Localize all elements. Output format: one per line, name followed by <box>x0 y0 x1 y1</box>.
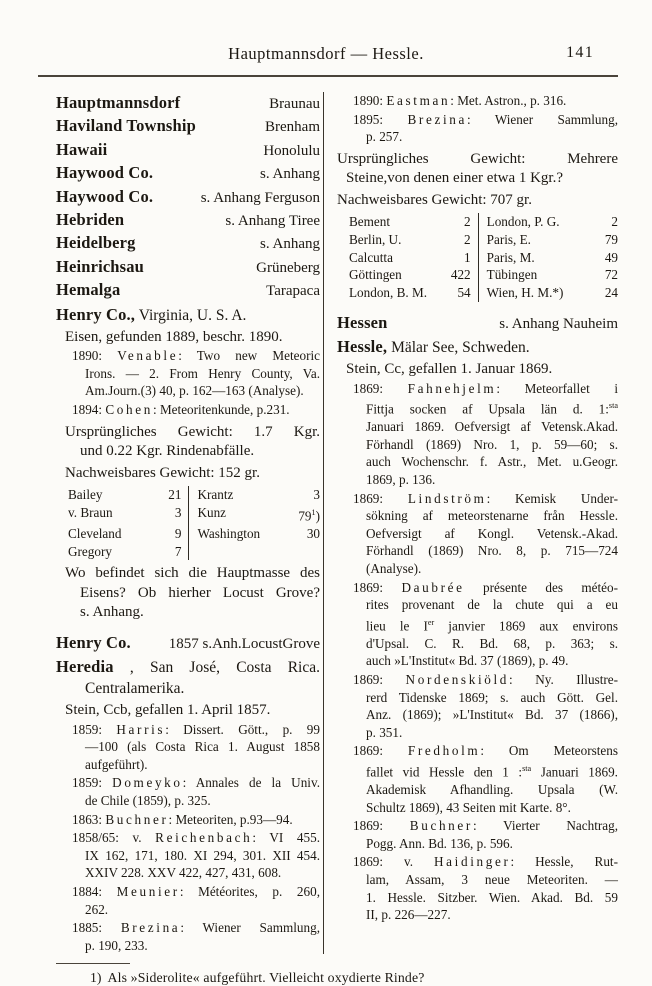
body-text <box>56 564 320 623</box>
table-left-half <box>349 266 479 284</box>
locality-name: Haywood Co. <box>56 186 154 206</box>
column-left <box>56 92 320 954</box>
reference-entry <box>337 92 618 110</box>
text-line: 1859: Harris: Dissert. Gött., p. 99 <box>72 721 320 737</box>
locality-place: Tarapaca <box>266 283 320 300</box>
text-line: 1. Hessle. Sitzber. Wien. Akad. Bd. 59 <box>366 889 618 905</box>
text-line: 1869: Nordenskiöld: Ny. Illustre- <box>353 671 618 687</box>
table-row <box>349 213 618 231</box>
text-line: lam, Assam, 3 neue Meteoriten. — <box>366 871 618 887</box>
table-right-half <box>479 266 618 284</box>
locality-pair <box>56 209 320 232</box>
locality-place: Honolulu <box>263 142 320 159</box>
body-text <box>337 150 618 189</box>
text-line: aufgeführt). <box>85 756 148 772</box>
table-right-half <box>479 284 618 302</box>
text-line: Akademisk Afhandling. Upsala (W. <box>366 781 618 797</box>
body-text <box>337 191 618 211</box>
reference-entry <box>56 721 320 774</box>
text-line: p. 190, 233. <box>85 937 148 953</box>
reference-entry <box>56 811 320 829</box>
text-line: auch »L'Institut« Bd. 37 (1869), p. 49. <box>366 653 569 669</box>
entry-headline <box>337 336 618 358</box>
locality-pair <box>56 115 320 138</box>
locality-place: 1857 s.Anh.LocustGrove <box>168 635 320 652</box>
text-line: 1890: Eastman: Met. Astron., p. 316. <box>353 93 567 108</box>
text-line: 1869: Daubrée présente des météo- <box>353 579 618 595</box>
text-line: 1884: Meunier: Météorites, p. 260, <box>72 883 320 899</box>
text-line: Stein, Cc, gefallen 1. Januar 1869. <box>346 361 553 378</box>
collection-name: Wien, H. M.*) <box>486 285 564 301</box>
weight-value: 30 <box>306 525 320 541</box>
text-line: rites provenant de la chute qui a eu <box>366 597 618 613</box>
text-line: 1894: Cohen: Meteoritenkunde, p.231. <box>72 401 290 417</box>
reference-entry <box>56 401 320 419</box>
table-row <box>68 504 320 525</box>
body-text <box>56 328 320 348</box>
text-line: Heredia , San José, Costa Rica. <box>56 657 320 677</box>
text-line: 1890: Venable: Two new Meteoric <box>72 348 320 364</box>
weight-value: 1 <box>464 249 471 265</box>
locality-place: Brenham <box>265 119 320 136</box>
locality-name: Hessen <box>337 312 388 332</box>
text-line: fallet vid Hessle den 1 :$^{sta}$ Januari 1869. <box>366 763 618 780</box>
collection-name: Bement <box>349 214 391 230</box>
table-right-half <box>189 504 320 525</box>
collection-name: London, B. M. <box>349 285 428 301</box>
locality-name: Hawaii <box>56 139 108 159</box>
locality-name: Hemalga <box>56 280 121 300</box>
text-line: Anz. (1869); »L'Institut« Bd. 37 (1866), <box>366 707 618 723</box>
text-line: Förhandl (1869) Nro. 1, p. 59—60; s. <box>366 436 618 452</box>
locality-pair <box>56 279 320 302</box>
text-line: (Analyse). <box>366 561 422 577</box>
collection-name: Cleveland <box>68 525 122 541</box>
reference-entry <box>337 817 618 852</box>
collection-name: Calcutta <box>349 249 393 265</box>
locality-name: Haviland Township <box>56 116 196 136</box>
locality-name: Hebriden <box>56 210 125 230</box>
weight-value: 3 <box>313 487 320 503</box>
footnote-text: Als »Siderolite« aufgeführt. Vielleicht oxydierte Rinde? <box>107 970 425 986</box>
text-line: Ursprüngliches Gewicht: 1.7 Kgr. <box>65 423 320 440</box>
text-line: 1858/65: v. Reichenbach: VI 455. <box>72 830 320 846</box>
body-text <box>56 423 320 462</box>
reference-entry <box>56 829 320 882</box>
collection-name: Berlin, U. <box>349 231 402 247</box>
text-line: Eisens? Ob hierher Locust Grove? <box>80 584 320 601</box>
locality-place: Braunau <box>269 96 320 112</box>
text-line: Am.Journ.(3) 40, p. 162—163 (Analyse). <box>85 383 304 399</box>
table-left-half <box>349 231 479 249</box>
reference-entry <box>337 380 618 489</box>
locality-name: Heinrichsau <box>56 256 144 276</box>
text-line: Stein, Ccb, gefallen 1. April 1857. <box>65 702 271 719</box>
two-column-layout <box>56 92 618 954</box>
locality-place: s. Anhang Nauheim <box>499 315 618 332</box>
text-line: Wo befindet sich die Hauptmasse des <box>65 565 320 582</box>
table-right-half <box>189 486 320 504</box>
text-line: —100 (als Costa Rica 1. August 1858 <box>85 739 320 755</box>
table-row <box>68 543 320 561</box>
weight-value: 72 <box>604 267 618 283</box>
text-line: Eisen, gefunden 1889, beschr. 1890. <box>65 328 283 345</box>
locality-pair <box>56 232 320 255</box>
text-line: XXIV 228. XXV 422, 427, 431, 608. <box>85 865 282 881</box>
text-line: 1869: Lindström: Kemisk Under- <box>353 490 618 506</box>
text-line: Januari 1869. Oefversigt af Vetensk.Akad. <box>366 419 618 435</box>
weight-value: 24 <box>604 285 618 301</box>
text-line: s. Anhang. <box>80 604 144 621</box>
header-rule <box>38 75 618 77</box>
locality-place: s. Anhang <box>260 166 320 183</box>
text-line: p. 257. <box>366 129 403 145</box>
entry-headline <box>56 656 320 699</box>
text-line: Ursprüngliches Gewicht: Mehrere <box>337 150 618 167</box>
locality-name: Haywood Co. <box>56 163 154 183</box>
text-line: 1895: Brezina: Wiener Sammlung, <box>353 111 618 127</box>
locality-pair <box>56 92 320 115</box>
weight-value: 49 <box>604 249 618 265</box>
collection-name: Washington <box>197 525 261 541</box>
text-line: II, p. 226—227. <box>366 907 451 923</box>
weight-value: 9 <box>174 525 182 541</box>
locality-pair <box>337 312 618 335</box>
reference-entry <box>337 111 618 146</box>
text-line: 1863: Buchner: Meteoriten, p.93—94. <box>72 811 293 827</box>
table-left-half <box>349 284 479 302</box>
text-line: 262. <box>85 901 109 917</box>
table-right-half <box>479 249 618 267</box>
weight-value: 7 <box>174 543 182 559</box>
locality-pair <box>56 632 320 655</box>
text-line: sökning af meteorstenarne från Hessle. <box>366 508 618 524</box>
table-row <box>68 525 320 543</box>
reference-entry <box>56 919 320 954</box>
entry-headline <box>56 304 320 326</box>
table-row <box>349 266 618 284</box>
page-header <box>0 0 652 68</box>
weight-value: $79^1$) <box>298 507 320 524</box>
collection-name: Kunz <box>197 504 227 520</box>
footnote-rule <box>56 963 130 964</box>
text-line: Schultz 1869), 43 Seiten mit Karte. 8°. <box>366 799 571 815</box>
weight-table <box>68 486 320 560</box>
table-row <box>349 231 618 249</box>
text-line: Nachweisbares Gewicht: 152 gr. <box>65 464 260 481</box>
text-line: Centralamerika. <box>85 680 185 698</box>
column-right <box>324 92 618 954</box>
text-line: 1869: Fahnehjelm: Meteorfallet i <box>353 380 618 396</box>
text-line: 1859: Domeyko: Annales de la Univ. <box>72 775 320 791</box>
table-right-half <box>479 213 618 231</box>
text-line: IX 162, 171, 180. XI 294, 301. XII 454. <box>85 847 320 863</box>
footnote-marker: 1) <box>90 970 102 986</box>
text-line: 1869: Fredholm: Om Meteorstens <box>353 743 618 759</box>
table-right-half <box>189 543 320 561</box>
weight-value: 2 <box>464 231 471 247</box>
text-line: Nachweisbares Gewicht: 707 gr. <box>337 191 532 208</box>
locality-pair <box>56 162 320 185</box>
text-line: und 0.22 Kgr. Rindenabfälle. <box>80 443 255 460</box>
collection-name: Göttingen <box>349 267 402 283</box>
weight-value: 422 <box>450 267 471 283</box>
text-line: Irons. — 2. From Henry County, Va. <box>85 365 320 381</box>
table-left-half <box>68 525 189 543</box>
reference-entry <box>56 774 320 809</box>
table-right-half <box>189 525 320 543</box>
table-right-half <box>479 231 618 249</box>
text-line: Henry Co., Virginia, U. S. A. <box>56 304 247 324</box>
locality-name: Hauptmannsdorf <box>56 93 181 112</box>
locality-name: Henry Co. <box>56 632 131 652</box>
text-line: de Chile (1859), p. 325. <box>85 793 211 809</box>
text-line: auch Wochenschr. f. Astr., Met. u.Geogr. <box>366 454 618 470</box>
running-head-title: Hauptmannsdorf — Hessle. <box>228 44 424 63</box>
text-line: rerd Tidenske 1869; s. auch Gött. Gel. <box>366 689 618 705</box>
table-row <box>349 249 618 267</box>
collection-name: Gregory <box>68 543 112 559</box>
locality-place: Grüneberg <box>256 259 320 276</box>
text-line: 1885: Brezina: Wiener Sammlung, <box>72 920 320 936</box>
footnote <box>90 969 652 986</box>
text-line: 1869, p. 136. <box>366 472 436 488</box>
weight-value: 79 <box>604 231 618 247</box>
page-number: 141 <box>566 44 594 61</box>
table-left-half <box>68 504 189 525</box>
locality-pair <box>56 256 320 279</box>
reference-entry <box>56 347 320 400</box>
reference-entry <box>337 579 618 670</box>
text-line: d'Upsal. C. R. Bd. 68, p. 363; s. <box>366 635 618 651</box>
text-line: Förhandl (1869) Nro. 8, p. 715—724 <box>366 543 618 559</box>
weight-value: 21 <box>168 487 182 503</box>
reference-entry <box>337 671 618 741</box>
body-text <box>56 464 320 484</box>
table-left-half <box>68 543 189 561</box>
reference-entry <box>56 883 320 918</box>
body-text <box>337 360 618 380</box>
text-line: Fittja socken af Upsala län d. 1:$^{sta}$ <box>366 401 618 417</box>
reference-entry <box>337 490 618 578</box>
text-line: Oefversigt af Kongl. Vetensk.-Akad. <box>366 525 618 541</box>
text-line: lieu le Ier janvier 1869 aux environs <box>366 617 618 634</box>
reference-entry <box>337 853 618 923</box>
collection-name: Krantz <box>197 487 234 503</box>
collection-name: Paris, M. <box>486 249 535 265</box>
collection-name: v. Braun <box>68 504 113 520</box>
collection-name: Bailey <box>68 487 103 503</box>
text-line: 1869: Buchner: Vierter Nachtrag, <box>353 818 618 834</box>
table-row <box>68 486 320 504</box>
locality-place: s. Anhang Tiree <box>225 213 320 230</box>
table-row <box>349 284 618 302</box>
weight-value: 2 <box>611 214 618 230</box>
reference-entry <box>337 742 618 816</box>
collection-name: Paris, E. <box>486 231 531 247</box>
collection-name: London, P. G. <box>486 214 560 230</box>
locality-pair <box>56 186 320 209</box>
weight-value: 2 <box>464 214 471 230</box>
text-line: Hessle, Mälar See, Schweden. <box>337 337 530 357</box>
text-line: 1869: v. Haidinger: Hessle, Rut- <box>353 854 618 870</box>
collection-name: Tübingen <box>486 267 538 283</box>
locality-pair <box>56 139 320 162</box>
text-line: Pogg. Ann. Bd. 136, p. 596. <box>366 835 513 851</box>
text-line: Steine,von denen einer etwa 1 Kgr.? <box>346 170 564 187</box>
weight-value: 3 <box>174 504 182 520</box>
table-left-half <box>349 213 479 231</box>
locality-place: s. Anhang <box>260 236 320 253</box>
table-left-half <box>68 486 189 504</box>
locality-name: Heidelberg <box>56 233 136 253</box>
text-line: p. 351. <box>366 724 403 740</box>
body-text <box>56 701 320 721</box>
weight-table <box>349 213 618 302</box>
table-left-half <box>349 249 479 267</box>
locality-place: s. Anhang Ferguson <box>200 189 320 206</box>
weight-value: 54 <box>457 285 471 301</box>
